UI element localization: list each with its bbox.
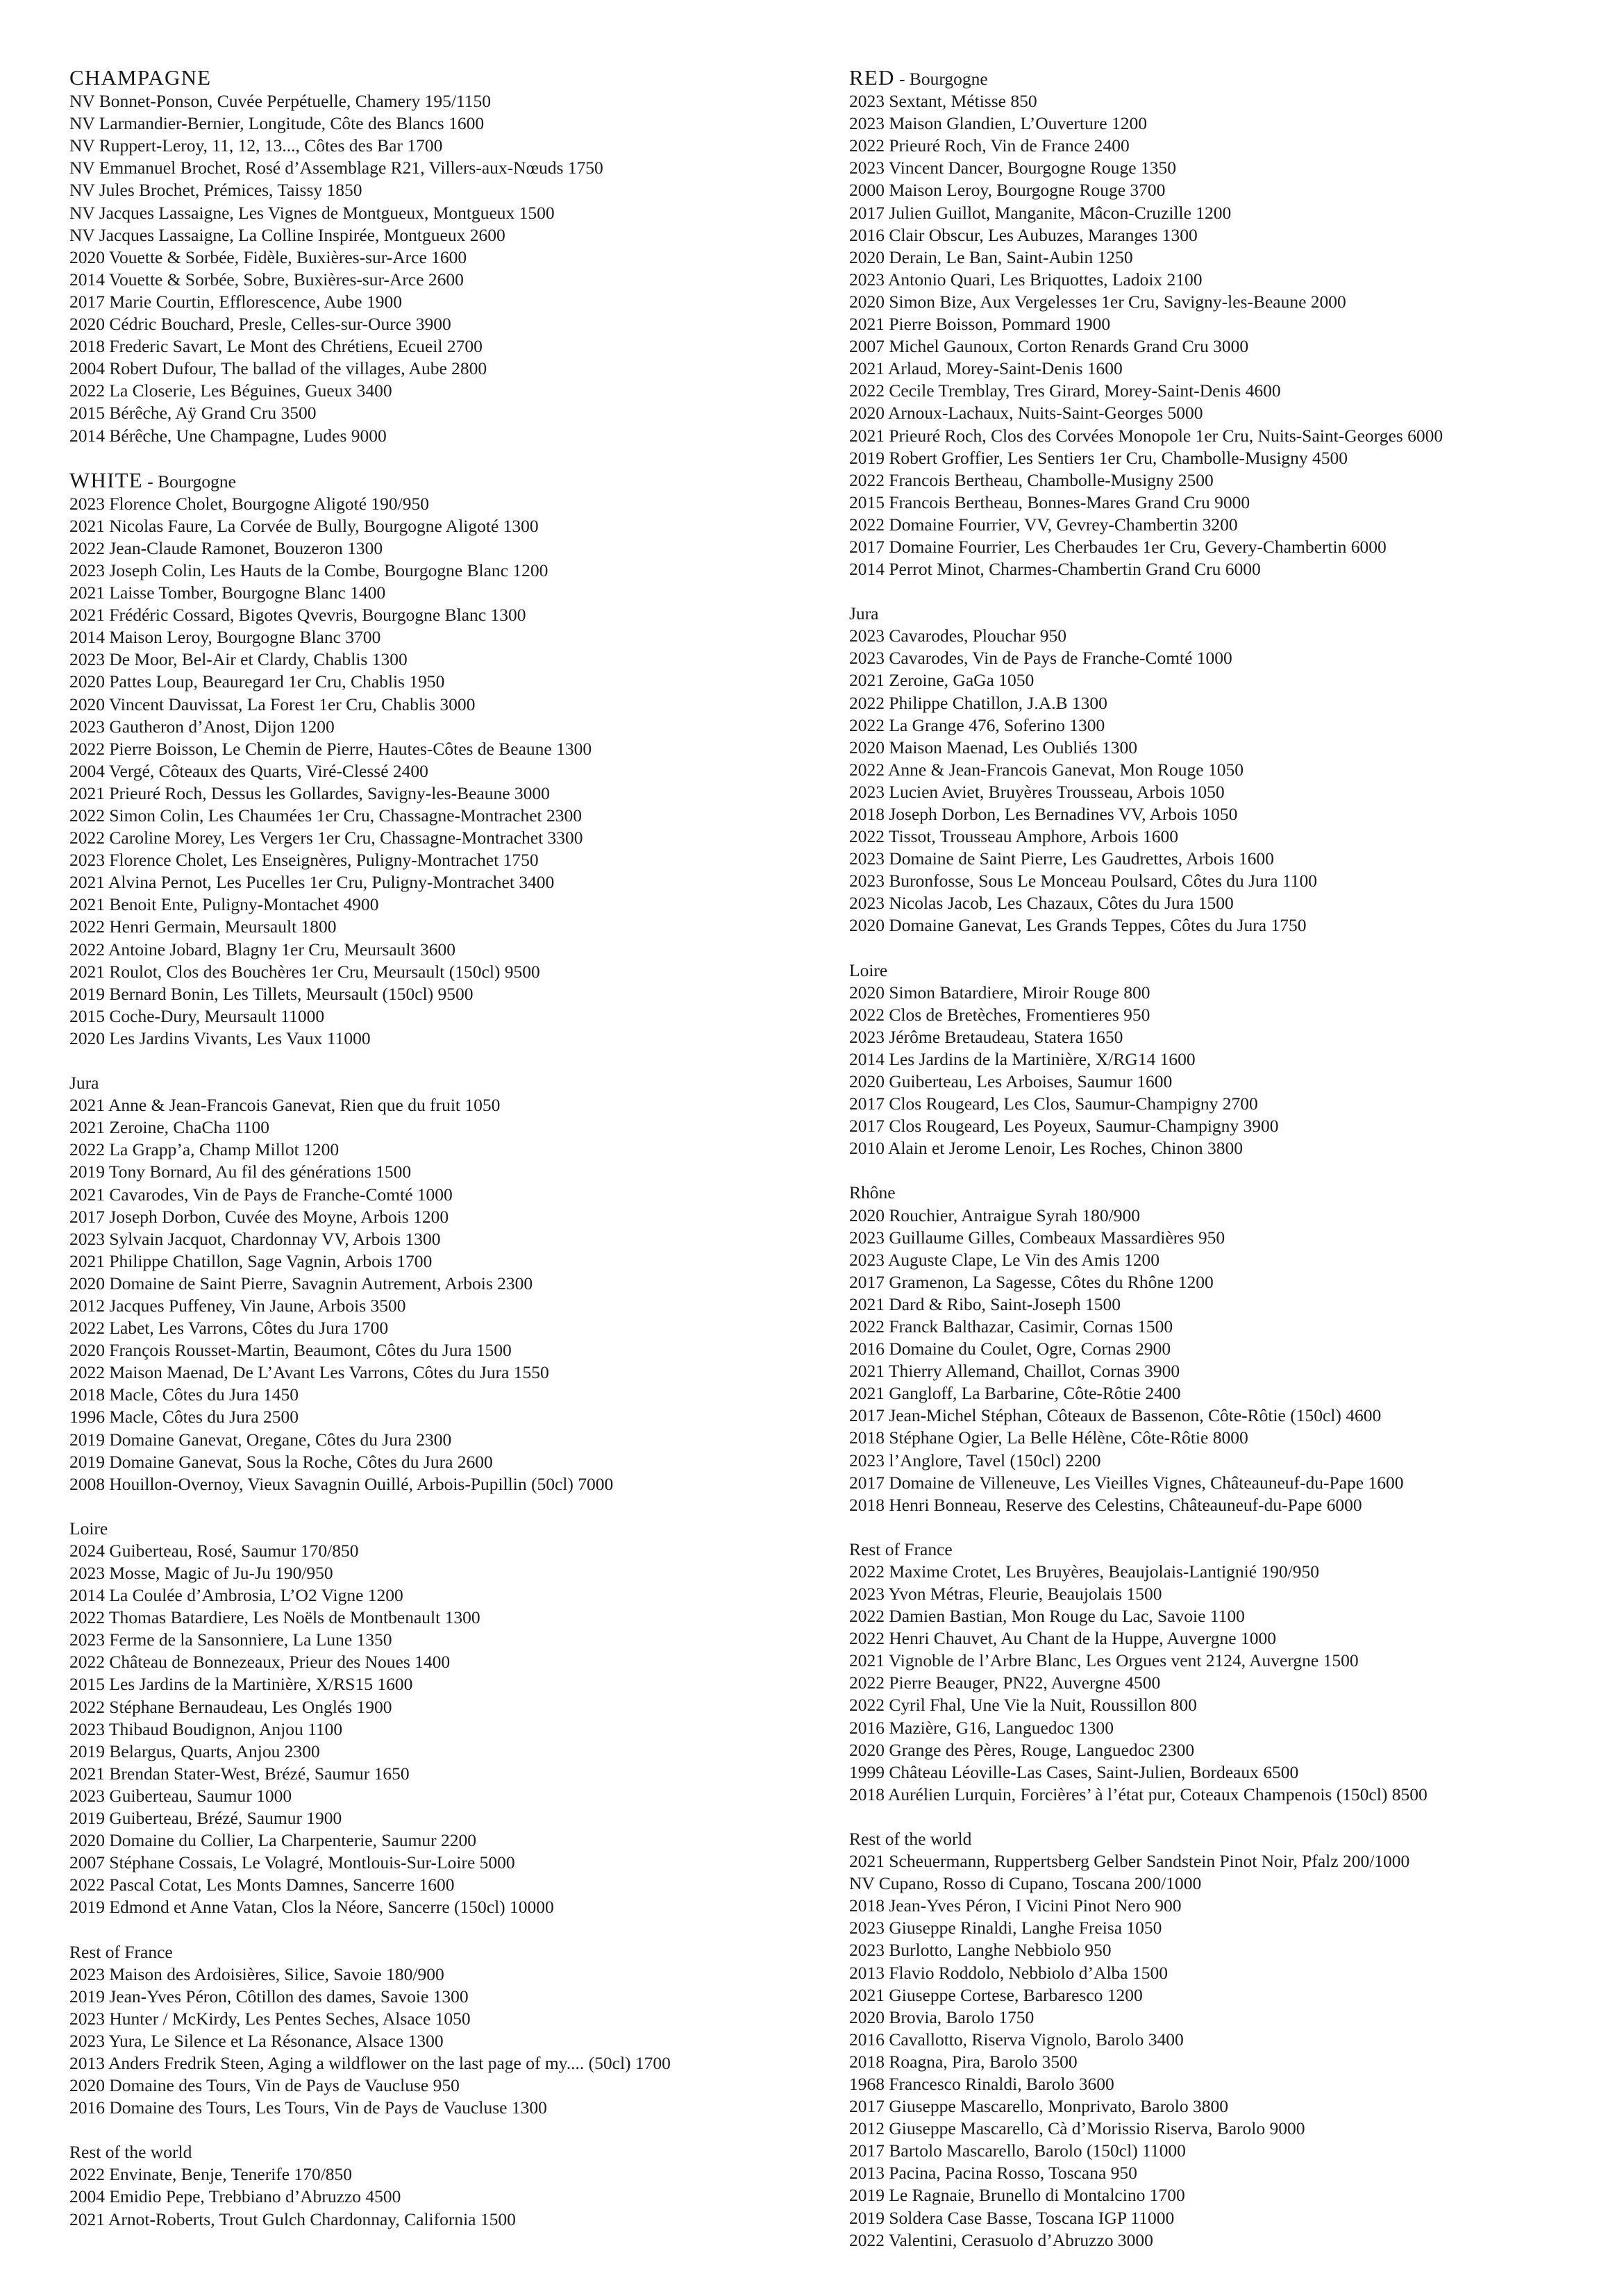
- wine-entry: 2021 Alvina Pernot, Les Pucelles 1er Cru, Puligny-Montrachet 3400: [69, 872, 555, 893]
- wine-entry: 2019 Bernard Bonin, Les Tillets, Meursault (150cl) 9500: [69, 983, 474, 1004]
- wine-entry: 2019 Domaine Ganevat, Oregane, Côtes du Jura 2300: [69, 1429, 452, 1450]
- wine-entry: 2018 Joseph Dorbon, Les Bernadines VV, Arbois 1050: [849, 804, 1238, 824]
- wine-entry: 2023 Florence Cholet, Les Enseignères, Puligny-Montrachet 1750: [69, 850, 539, 871]
- wine-entry: 2023 Jérôme Bretaudeau, Statera 1650: [849, 1026, 1123, 1047]
- wine-entry: 2007 Michel Gaunoux, Corton Renards Grand Cru 3000: [849, 336, 1249, 357]
- wine-entry: 2023 Sextant, Métisse 850: [849, 91, 1037, 112]
- wine-entry: 2023 Sylvain Jacquot, Chardonnay VV, Arbois 1300: [69, 1228, 441, 1249]
- wine-entry: 2020 Domaine de Saint Pierre, Savagnin Autrement, Arbois 2300: [69, 1273, 533, 1293]
- wine-entry: 2021 Scheuermann, Ruppertsberg Gelber Sandstein Pinot Noir, Pfalz 200/1000: [849, 1851, 1410, 1872]
- wine-entry: 2023 Thibaud Boudignon, Anjou 1100: [69, 1718, 343, 1739]
- wine-entry: 2019 Tony Bornard, Au fil des générations 1500: [69, 1162, 412, 1182]
- wine-entry: NV Jacques Lassaigne, Les Vignes de Montgueux, Montgueux 1500: [69, 202, 555, 223]
- section-jura: [849, 603, 1613, 937]
- wine-entry: 2022 Franck Balthazar, Casimir, Cornas 1500: [849, 1316, 1173, 1336]
- wine-entry: 2020 Pattes Loup, Beauregard 1er Cru, Chablis 1950: [69, 671, 445, 692]
- wine-entry: 2023 Nicolas Jacob, Les Chazaux, Côtes du Jura 1500: [849, 893, 1234, 914]
- section-heading: CHAMPAGNE: [69, 65, 212, 90]
- wine-entry: NV Emmanuel Brochet, Rosé d’Assemblage R21, Villers-aux-Nœuds 1750: [69, 158, 603, 178]
- wine-entry: 2004 Robert Dufour, The ballad of the villages, Aube 2800: [69, 358, 487, 379]
- wine-entry: 2023 Auguste Clape, Le Vin des Amis 1200: [849, 1249, 1160, 1270]
- wine-entry: 2015 Les Jardins de la Martinière, X/RS15 1600: [69, 1674, 413, 1695]
- section-title: [69, 1072, 833, 1094]
- wine-entry: 2019 Domaine Ganevat, Sous la Roche, Côtes du Jura 2600: [69, 1451, 493, 1472]
- wine-entry: 2022 Valentini, Cerasuolo d’Abruzzo 3000: [849, 2229, 1153, 2250]
- wine-entry: 2023 Guillaume Gilles, Combeaux Massardières 950: [849, 1227, 1225, 1248]
- wine-entry: 2010 Alain et Jerome Lenoir, Les Roches, Chinon 3800: [849, 1138, 1243, 1159]
- section-loire: [69, 1518, 833, 1919]
- wine-entry: 2023 Lucien Aviet, Bruyères Trousseau, Arbois 1050: [849, 781, 1225, 802]
- wine-entry: 2023 Guiberteau, Saumur 1000: [69, 1785, 292, 1806]
- wine-entry: 2022 Simon Colin, Les Chaumées 1er Cru, Chassagne-Montrachet 2300: [69, 805, 582, 826]
- wine-entry: 2017 Bartolo Mascarello, Barolo (150cl) 11000: [849, 2140, 1186, 2161]
- section-title: [69, 469, 833, 493]
- wine-entry: 2021 Thierry Allemand, Chaillot, Cornas 3900: [849, 1361, 1180, 1382]
- wine-entry: 2015 Bérêche, Aÿ Grand Cru 3500: [69, 403, 317, 424]
- wine-entry: 2014 Perrot Minot, Charmes-Chambertin Grand Cru 6000: [849, 559, 1261, 580]
- wine-entry: 2018 Macle, Côtes du Jura 1450: [69, 1384, 299, 1405]
- wine-entry: 2020 Simon Batardiere, Miroir Rouge 800: [849, 982, 1150, 1003]
- wine-entry: 2017 Domaine de Villeneuve, Les Vieilles Vignes, Châteauneuf-du-Pape 1600: [849, 1472, 1404, 1493]
- wine-entry: 2022 Pascal Cotat, Les Monts Damnes, Sancerre 1600: [69, 1875, 455, 1895]
- wine-entry: 2023 Yvon Métras, Fleurie, Beaujolais 1500: [849, 1584, 1162, 1604]
- wine-entry: 2022 Pierre Boisson, Le Chemin de Pierre, Hautes-Côtes de Beaune 1300: [69, 738, 592, 759]
- wine-entry: 2020 Brovia, Barolo 1750: [849, 2006, 1035, 2027]
- section-red: [849, 67, 1613, 580]
- wine-entry: 2021 Vignoble de l’Arbre Blanc, Les Orgues vent 2124, Auvergne 1500: [849, 1650, 1359, 1671]
- section-title: [849, 603, 1613, 625]
- wine-entry: 2013 Anders Fredrik Steen, Aging a wildflower on the last page of my.... (50cl) 1700: [69, 2052, 671, 2073]
- wine-entry: 2020 Arnoux-Lachaux, Nuits-Saint-Georges 5000: [849, 403, 1203, 424]
- wine-entry: 2012 Jacques Puffeney, Vin Jaune, Arbois 3500: [69, 1295, 406, 1316]
- wine-entry: 2020 Derain, Le Ban, Saint-Aubin 1250: [849, 246, 1133, 267]
- wine-entry: 2023 Vincent Dancer, Bourgogne Rouge 1350: [849, 158, 1177, 178]
- section-title: [849, 1539, 1613, 1561]
- wine-entry: 2022 Tissot, Trousseau Amphore, Arbois 1600: [849, 826, 1178, 847]
- section-heading: Loire: [849, 960, 888, 980]
- wine-entry: 2021 Nicolas Faure, La Corvée de Bully, Bourgogne Aligoté 1300: [69, 515, 539, 536]
- wine-entry: 2021 Prieuré Roch, Clos des Corvées Monopole 1er Cru, Nuits-Saint-Georges 6000: [849, 425, 1443, 446]
- wine-entry: 2022 La Grange 476, Soferino 1300: [849, 714, 1105, 735]
- wine-entry: 2020 Vouette & Sorbée, Fidèle, Buxières-sur-Arce 1600: [69, 246, 467, 267]
- section-jura: [69, 1072, 833, 1495]
- wine-entry: 2023 l’Anglore, Tavel (150cl) 2200: [849, 1450, 1101, 1470]
- wine-entry: NV Ruppert-Leroy, 11, 12, 13..., Côtes des Bar 1700: [69, 135, 443, 156]
- wine-entry: 2000 Maison Leroy, Bourgogne Rouge 3700: [849, 180, 1166, 201]
- wine-entry: 2023 De Moor, Bel-Air et Clardy, Chablis 1300: [69, 649, 408, 670]
- wine-entry: 2017 Giuseppe Mascarello, Monprivato, Barolo 3800: [849, 2096, 1229, 2117]
- wine-entry: 2021 Zeroine, ChaCha 1100: [69, 1117, 269, 1138]
- wine-entry: 2020 Domaine des Tours, Vin de Pays de Vaucluse 950: [69, 2075, 460, 2096]
- wine-entry: 2013 Pacina, Pacina Rosso, Toscana 950: [849, 2163, 1137, 2184]
- section-title: [69, 2141, 833, 2163]
- wine-entry: 2022 Henri Germain, Meursault 1800: [69, 916, 337, 937]
- wine-entry: 2023 Antonio Quari, Les Briquottes, Ladoix 2100: [849, 269, 1203, 290]
- wine-entry: NV Jacques Lassaigne, La Colline Inspirée, Montgueux 2600: [69, 224, 505, 245]
- wine-entry: 2022 Maison Maenad, De L’Avant Les Varrons, Côtes du Jura 1550: [69, 1362, 549, 1383]
- wine-entry: 2018 Aurélien Lurquin, Forcières’ à l’état pur, Coteaux Champenois (150cl) 8500: [849, 1784, 1428, 1804]
- section-subtitle: - Bourgogne: [894, 69, 988, 89]
- section-rest-of-the-world: [69, 2141, 833, 2230]
- wine-entry: 2020 Grange des Pères, Rouge, Languedoc 2300: [849, 1739, 1195, 1760]
- wine-entry: 2023 Joseph Colin, Les Hauts de la Combe, Bourgogne Blanc 1200: [69, 560, 549, 580]
- wine-entry: 2007 Stéphane Cossais, Le Volagré, Montlouis-Sur-Loire 5000: [69, 1852, 515, 1873]
- wine-entry: 2022 Cecile Tremblay, Tres Girard, Morey-Saint-Denis 4600: [849, 380, 1281, 401]
- wine-entry: 2022 Labet, Les Varrons, Côtes du Jura 1700: [69, 1318, 389, 1339]
- wine-entry: 2004 Vergé, Côteaux des Quarts, Viré-Clessé 2400: [69, 760, 428, 781]
- wine-entry: 2023 Cavarodes, Vin de Pays de Franche-Comté 1000: [849, 648, 1232, 669]
- wine-entry: 2021 Cavarodes, Vin de Pays de Franche-Comté 1000: [69, 1184, 453, 1205]
- left-column: [69, 67, 833, 2253]
- wine-entry: 2022 Antoine Jobard, Blagny 1er Cru, Meursault 3600: [69, 939, 455, 960]
- wine-entry: 2021 Philippe Chatillon, Sage Vagnin, Arbois 1700: [69, 1250, 433, 1271]
- section-heading: Loire: [69, 1518, 108, 1539]
- wine-entry: 2017 Clos Rougeard, Les Clos, Saumur-Champigny 2700: [849, 1093, 1258, 1114]
- wine-entry: 2022 Caroline Morey, Les Vergers 1er Cru, Chassagne-Montrachet 3300: [69, 828, 583, 848]
- wine-entry: 2021 Laisse Tomber, Bourgogne Blanc 1400: [69, 583, 386, 603]
- section-rest-of-france: [69, 1941, 833, 2120]
- wine-entry: 2019 Jean-Yves Péron, Côtillon des dames, Savoie 1300: [69, 1986, 469, 2006]
- wine-entry: 2019 Robert Groffier, Les Sentiers 1er Cru, Chambolle-Musigny 4500: [849, 447, 1348, 468]
- wine-entry: 2023 Giuseppe Rinaldi, Langhe Freisa 1050: [849, 1918, 1162, 1938]
- wine-entry: 2023 Florence Cholet, Bourgogne Aligoté 190/950: [69, 493, 429, 514]
- wine-entry: 2004 Emidio Pepe, Trebbiano d’Abruzzo 4500: [69, 2186, 401, 2207]
- wine-entry: 2023 Yura, Le Silence et La Résonance, Alsace 1300: [69, 2030, 444, 2051]
- wine-entry: 2022 Stéphane Bernaudeau, Les Onglés 1900: [69, 1696, 392, 1717]
- wine-entry: 2021 Arnot-Roberts, Trout Gulch Chardonnay, California 1500: [69, 2209, 516, 2229]
- section-heading: WHITE: [69, 467, 143, 492]
- section-title: [849, 1828, 1613, 1850]
- wine-entry: 2020 Vincent Dauvissat, La Forest 1er Cru, Chablis 3000: [69, 694, 476, 714]
- wine-entry: 2022 Jean-Claude Ramonet, Bouzeron 1300: [69, 537, 383, 558]
- wine-entry: 2022 Domaine Fourrier, VV, Gevrey-Chambertin 3200: [849, 514, 1238, 535]
- wine-entry: 2022 Prieuré Roch, Vin de France 2400: [849, 135, 1130, 156]
- wine-entry: 2021 Zeroine, GaGa 1050: [849, 670, 1035, 691]
- wine-entry: 2023 Gautheron d’Anost, Dijon 1200: [69, 716, 335, 737]
- wine-entry: 2024 Guiberteau, Rosé, Saumur 170/850: [69, 1540, 359, 1561]
- wine-entry: 2014 La Coulée d’Ambrosia, L’O2 Vigne 1200: [69, 1585, 403, 1606]
- wine-entry: 2019 Le Ragnaie, Brunello di Montalcino 1700: [849, 2185, 1185, 2206]
- wine-entry: 2017 Jean-Michel Stéphan, Côteaux de Bassenon, Côte-Rôtie (150cl) 4600: [849, 1405, 1382, 1426]
- wine-entry: 2020 Guiberteau, Les Arboises, Saumur 1600: [849, 1071, 1173, 1092]
- wine-entry: 2022 Château de Bonnezeaux, Prieur des Noues 1400: [69, 1652, 451, 1673]
- wine-entry: 2019 Soldera Case Basse, Toscana IGP 11000: [849, 2207, 1175, 2228]
- wine-entry: 2017 Clos Rougeard, Les Poyeux, Saumur-Champigny 3900: [849, 1116, 1279, 1137]
- wine-entry: 2014 Vouette & Sorbée, Sobre, Buxières-sur-Arce 2600: [69, 269, 464, 290]
- wine-entry: 2021 Gangloff, La Barbarine, Côte-Rôtie 2400: [849, 1383, 1181, 1404]
- wine-entry: 2018 Roagna, Pira, Barolo 3500: [849, 2051, 1078, 2072]
- wine-entry: 2020 Maison Maenad, Les Oubliés 1300: [849, 737, 1138, 757]
- section-heading: Jura: [69, 1073, 99, 1093]
- wine-entry: 2023 Hunter / McKirdy, Les Pentes Seches, Alsace 1050: [69, 2008, 471, 2029]
- wine-entry: 2022 Envinate, Benje, Tenerife 170/850: [69, 2164, 353, 2185]
- section-white: [69, 469, 833, 1050]
- wine-entry: 2021 Arlaud, Morey-Saint-Denis 1600: [849, 358, 1123, 379]
- wine-entry: 2023 Buronfosse, Sous Le Monceau Poulsard, Côtes du Jura 1100: [849, 871, 1318, 891]
- section-title: [69, 1518, 833, 1540]
- wine-entry: 2023 Maison Glandien, L’Ouverture 1200: [849, 113, 1147, 134]
- wine-entry: 2016 Domaine des Tours, Les Tours, Vin de Pays de Vaucluse 1300: [69, 2097, 547, 2118]
- section-rest-of-france: [849, 1539, 1613, 1806]
- wine-entry: 2021 Roulot, Clos des Bouchères 1er Cru, Meursault (150cl) 9500: [69, 961, 540, 982]
- wine-entry: 1968 Francesco Rinaldi, Barolo 3600: [849, 2073, 1114, 2094]
- wine-entry: 2022 Thomas Batardiere, Les Noëls de Montbenault 1300: [69, 1607, 480, 1628]
- wine-entry: 2023 Mosse, Magic of Ju-Ju 190/950: [69, 1563, 333, 1583]
- section-rest-of-the-world: [849, 1828, 1613, 2252]
- wine-entry: 2023 Domaine de Saint Pierre, Les Gaudrettes, Arbois 1600: [849, 848, 1274, 869]
- wine-entry: 2021 Prieuré Roch, Dessus les Gollardes, Savigny-les-Beaune 3000: [69, 782, 550, 803]
- wine-entry: 2016 Cavallotto, Riserva Vignolo, Barolo 3400: [849, 2029, 1184, 2050]
- wine-entry: 2015 Coche-Dury, Meursault 11000: [69, 1005, 325, 1026]
- wine-entry: 2023 Ferme de la Sansonniere, La Lune 1350: [69, 1629, 392, 1650]
- wine-entry: NV Jules Brochet, Prémices, Taissy 1850: [69, 180, 362, 201]
- wine-entry: 2017 Julien Guillot, Manganite, Mâcon-Cruzille 1200: [849, 202, 1232, 223]
- section-title: [849, 1182, 1613, 1204]
- section-heading: Rest of France: [849, 1539, 953, 1559]
- section-heading: Rest of the world: [69, 2142, 192, 2163]
- section-rh-ne: [849, 1182, 1613, 1516]
- wine-entry: NV Cupano, Rosso di Cupano, Toscana 200/1000: [849, 1873, 1202, 1894]
- wine-entry: 2016 Mazière, G16, Languedoc 1300: [849, 1717, 1114, 1738]
- section-title: [849, 960, 1613, 982]
- wine-entry: 2021 Pierre Boisson, Pommard 1900: [849, 314, 1111, 335]
- wine-entry: 2022 Maxime Crotet, Les Bruyères, Beaujolais-Lantignié 190/950: [849, 1561, 1320, 1582]
- wine-entry: 2019 Belargus, Quarts, Anjou 2300: [69, 1741, 320, 1761]
- section-heading: RED: [849, 65, 895, 90]
- wine-entry: 2022 Cyril Fhal, Une Vie la Nuit, Roussillon 800: [849, 1695, 1197, 1716]
- wine-entry: 2017 Gramenon, La Sagesse, Côtes du Rhône 1200: [849, 1271, 1214, 1292]
- wine-entry: 2021 Benoit Ente, Puligny-Montachet 4900: [69, 894, 379, 915]
- wine-entry: 2022 Anne & Jean-Francois Ganevat, Mon Rouge 1050: [849, 759, 1244, 780]
- wine-entry: 2016 Clair Obscur, Les Aubuzes, Maranges 1300: [849, 224, 1198, 245]
- wine-entry: 2008 Houillon-Overnoy, Vieux Savagnin Ouillé, Arbois-Pupillin (50cl) 7000: [69, 1473, 614, 1494]
- wine-entry: 2022 Francois Bertheau, Chambolle-Musigny 2500: [849, 469, 1214, 490]
- wine-entry: 2020 Domaine Ganevat, Les Grands Teppes, Côtes du Jura 1750: [849, 915, 1307, 936]
- wine-entry: 2022 Damien Bastian, Mon Rouge du Lac, Savoie 1100: [849, 1606, 1245, 1627]
- section-title: [69, 67, 833, 90]
- section-title: [69, 1941, 833, 1963]
- right-column: [849, 67, 1613, 2274]
- wine-entry: 2017 Marie Courtin, Efflorescence, Aube 1900: [69, 291, 402, 312]
- section-champagne: [69, 67, 833, 447]
- section-loire: [849, 960, 1613, 1160]
- wine-entry: NV Bonnet-Ponson, Cuvée Perpétuelle, Chamery 195/1150: [69, 91, 491, 112]
- wine-entry: 2020 Les Jardins Vivants, Les Vaux 11000: [69, 1028, 371, 1048]
- wine-entry: 2017 Domaine Fourrier, Les Cherbaudes 1er Cru, Gevery-Chambertin 6000: [849, 536, 1387, 557]
- section-heading: Rest of the world: [849, 1828, 972, 1849]
- wine-entry: 2022 Henri Chauvet, Au Chant de la Huppe, Auvergne 1000: [849, 1628, 1276, 1649]
- wine-entry: 2022 Clos de Bretèches, Fromentieres 950: [849, 1004, 1150, 1025]
- wine-entry: 2022 La Closerie, Les Béguines, Gueux 3400: [69, 380, 392, 401]
- wine-entry: 2022 La Grapp’a, Champ Millot 1200: [69, 1139, 340, 1160]
- wine-entry: 2018 Jean-Yves Péron, I Vicini Pinot Nero 900: [849, 1895, 1182, 1916]
- section-title: [849, 67, 1613, 90]
- wine-entry: 2016 Domaine du Coulet, Ogre, Cornas 2900: [849, 1339, 1171, 1359]
- wine-entry: 2022 Pierre Beauger, PN22, Auvergne 4500: [849, 1673, 1161, 1693]
- wine-entry: 2021 Dard & Ribo, Saint-Joseph 1500: [849, 1293, 1121, 1314]
- wine-entry: 2020 François Rousset-Martin, Beaumont, Côtes du Jura 1500: [69, 1340, 512, 1361]
- wine-entry: 2015 Francois Bertheau, Bonnes-Mares Grand Cru 9000: [849, 492, 1250, 512]
- wine-entry: 2018 Henri Bonneau, Reserve des Celestins, Châteauneuf-du-Pape 6000: [849, 1494, 1362, 1515]
- wine-entry: 2023 Cavarodes, Plouchar 950: [849, 626, 1067, 646]
- wine-entry: 2023 Burlotto, Langhe Nebbiolo 950: [849, 1940, 1112, 1961]
- wine-entry: 2021 Brendan Stater-West, Brézé, Saumur 1650: [69, 1763, 410, 1784]
- wine-entry: 2019 Guiberteau, Brézé, Saumur 1900: [69, 1808, 342, 1829]
- wine-entry: 2020 Domaine du Collier, La Charpenterie, Saumur 2200: [69, 1830, 477, 1851]
- wine-entry: 2014 Maison Leroy, Bourgogne Blanc 3700: [69, 627, 381, 648]
- wine-entry: 2018 Stéphane Ogier, La Belle Hélène, Côte-Rôtie 8000: [849, 1427, 1248, 1448]
- wine-entry: NV Larmandier-Bernier, Longitude, Côte des Blancs 1600: [69, 113, 485, 134]
- wine-entry: 2014 Bérêche, Une Champagne, Ludes 9000: [69, 425, 387, 446]
- wine-entry: 2021 Giuseppe Cortese, Barbaresco 1200: [849, 1984, 1143, 2005]
- wine-entry: 2018 Frederic Savart, Le Mont des Chrétiens, Ecueil 2700: [69, 336, 483, 357]
- section-heading: Jura: [849, 603, 879, 624]
- wine-entry: 2020 Rouchier, Antraigue Syrah 180/900: [849, 1205, 1140, 1225]
- wine-entry: 2020 Simon Bize, Aux Vergelesses 1er Cru, Savigny-les-Beaune 2000: [849, 291, 1346, 312]
- wine-entry: 2021 Frédéric Cossard, Bigotes Qvevris, Bourgogne Blanc 1300: [69, 605, 526, 626]
- wine-entry: 2023 Maison des Ardoisières, Silice, Savoie 180/900: [69, 1963, 444, 1984]
- wine-entry: 2012 Giuseppe Mascarello, Cà d’Morissio Riserva, Barolo 9000: [849, 2118, 1305, 2139]
- wine-entry: 2013 Flavio Roddolo, Nebbiolo d’Alba 1500: [849, 1962, 1168, 1983]
- section-subtitle: - Bourgogne: [142, 471, 236, 492]
- wine-entry: 2014 Les Jardins de la Martinière, X/RG14 1600: [849, 1048, 1196, 1069]
- wine-entry: 1996 Macle, Côtes du Jura 2500: [69, 1407, 299, 1427]
- wine-entry: 2019 Edmond et Anne Vatan, Clos la Néore, Sancerre (150cl) 10000: [69, 1897, 554, 1918]
- wine-entry: 2021 Anne & Jean-Francois Ganevat, Rien que du fruit 1050: [69, 1095, 501, 1116]
- wine-entry: 2017 Joseph Dorbon, Cuvée des Moyne, Arbois 1200: [69, 1206, 449, 1227]
- wine-entry: 2022 Philippe Chatillon, J.A.B 1300: [849, 692, 1107, 713]
- wine-entry: 1999 Château Léoville-Las Cases, Saint-Julien, Bordeaux 6500: [849, 1761, 1299, 1782]
- section-heading: Rhône: [849, 1182, 896, 1203]
- section-heading: Rest of France: [69, 1941, 173, 1962]
- wine-entry: 2020 Cédric Bouchard, Presle, Celles-sur-Ource 3900: [69, 314, 451, 335]
